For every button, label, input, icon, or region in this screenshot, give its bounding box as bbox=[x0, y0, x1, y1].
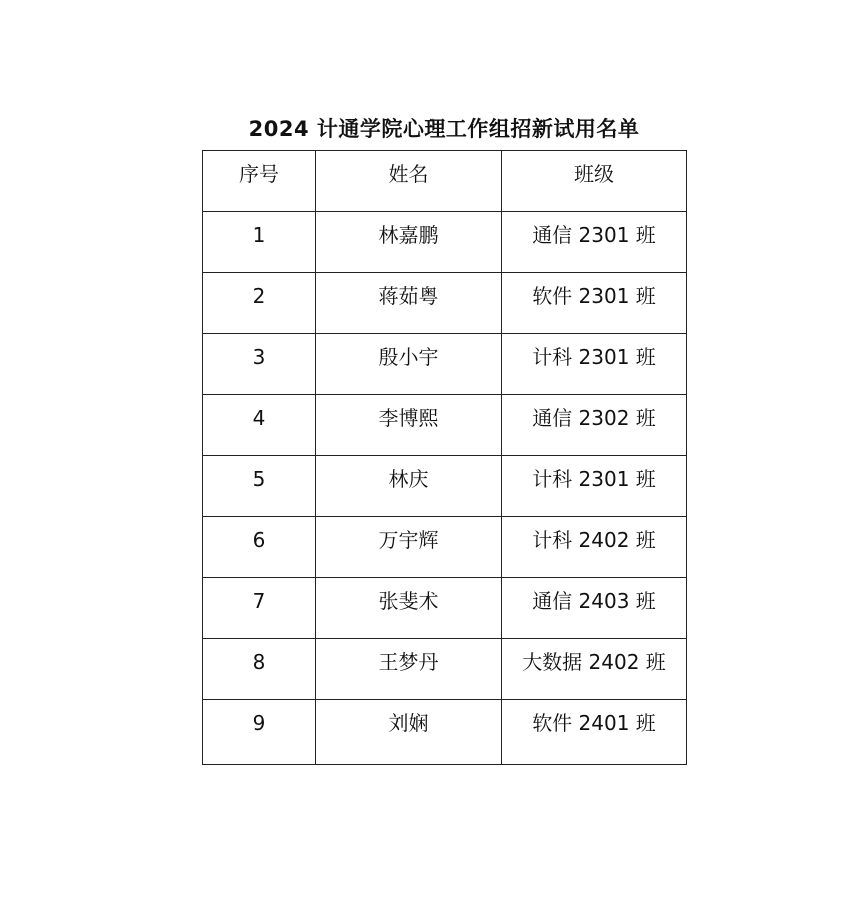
cell-name: 李博熙 bbox=[316, 395, 502, 456]
cell-name: 殷小宇 bbox=[316, 334, 502, 395]
cell-name: 刘娴 bbox=[316, 700, 502, 765]
cell-class: 计科 2301 班 bbox=[502, 456, 687, 517]
cell-class: 软件 2301 班 bbox=[502, 273, 687, 334]
table-row bbox=[203, 578, 687, 639]
table-row bbox=[203, 212, 687, 273]
header-class: 班级 bbox=[502, 151, 687, 212]
cell-index: 6 bbox=[203, 517, 316, 578]
cell-index: 3 bbox=[203, 334, 316, 395]
cell-name: 蒋茹粤 bbox=[316, 273, 502, 334]
table-row bbox=[203, 395, 687, 456]
table-row bbox=[203, 456, 687, 517]
cell-index: 9 bbox=[203, 700, 316, 765]
cell-name: 万宇辉 bbox=[316, 517, 502, 578]
table-row bbox=[203, 517, 687, 578]
table-row bbox=[203, 273, 687, 334]
cell-name: 王梦丹 bbox=[316, 639, 502, 700]
cell-class: 通信 2403 班 bbox=[502, 578, 687, 639]
cell-index: 8 bbox=[203, 639, 316, 700]
cell-index: 1 bbox=[203, 212, 316, 273]
cell-class: 软件 2401 班 bbox=[502, 700, 687, 765]
cell-class: 大数据 2402 班 bbox=[502, 639, 687, 700]
cell-index: 7 bbox=[203, 578, 316, 639]
cell-name: 林嘉鹏 bbox=[316, 212, 502, 273]
cell-class: 通信 2301 班 bbox=[502, 212, 687, 273]
cell-index: 4 bbox=[203, 395, 316, 456]
table-row bbox=[203, 700, 687, 765]
table-row bbox=[203, 639, 687, 700]
document-title: 2024 计通学院心理工作组招新试用名单 bbox=[248, 117, 640, 141]
cell-class: 通信 2302 班 bbox=[502, 395, 687, 456]
header-name: 姓名 bbox=[316, 151, 502, 212]
cell-index: 5 bbox=[203, 456, 316, 517]
cell-index: 2 bbox=[203, 273, 316, 334]
table-row bbox=[203, 334, 687, 395]
cell-class: 计科 2402 班 bbox=[502, 517, 687, 578]
roster-table bbox=[202, 150, 687, 765]
cell-name: 林庆 bbox=[316, 456, 502, 517]
table-header-row bbox=[203, 151, 687, 212]
header-index: 序号 bbox=[203, 151, 316, 212]
cell-class: 计科 2301 班 bbox=[502, 334, 687, 395]
cell-name: 张斐术 bbox=[316, 578, 502, 639]
